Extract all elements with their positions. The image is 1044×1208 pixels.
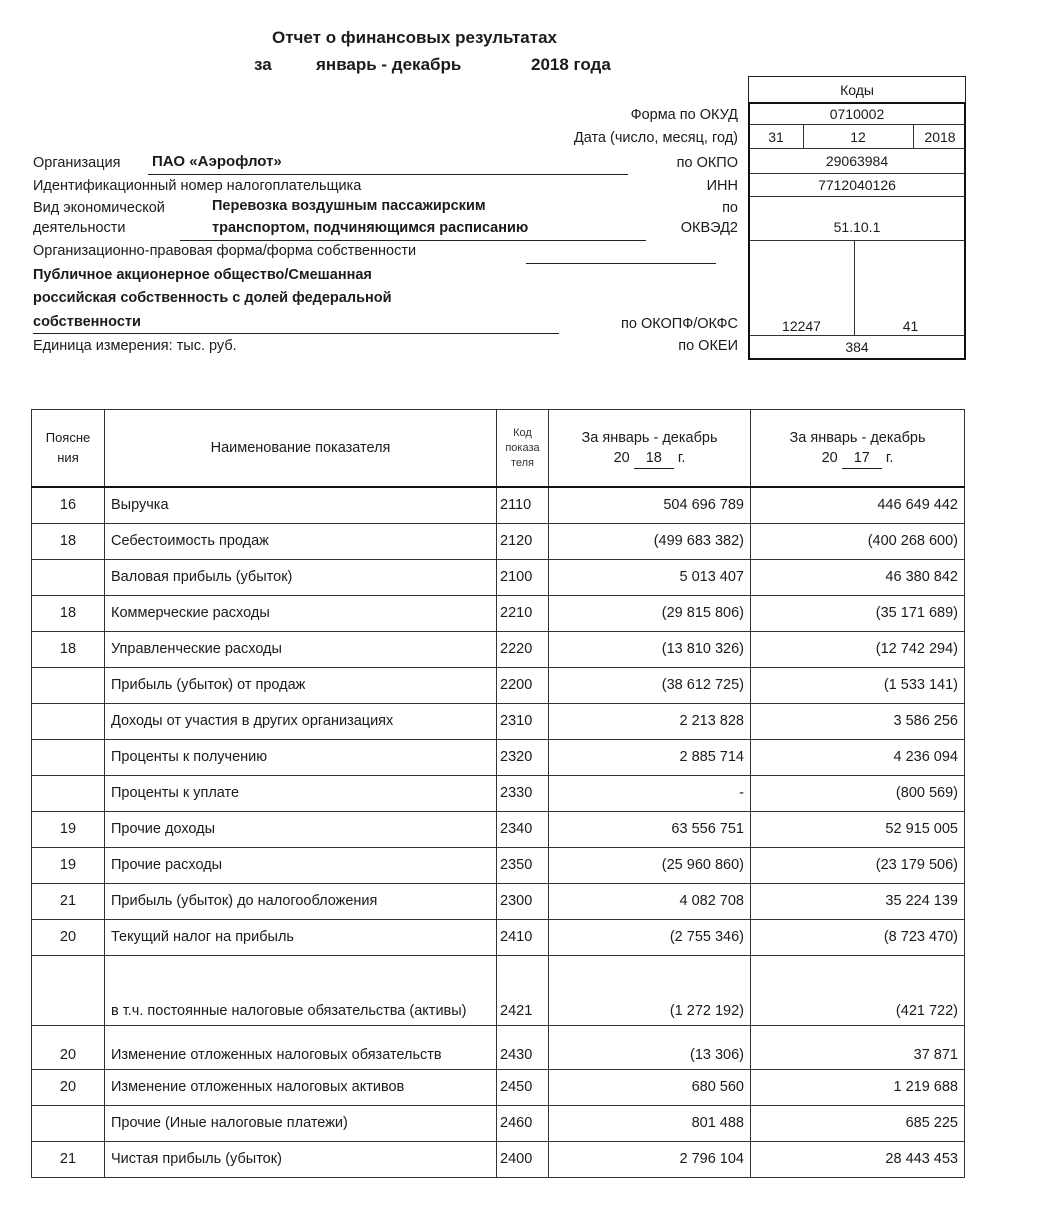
row-value-2017: (421 722) xyxy=(751,955,965,1025)
inn-label: Идентификационный номер налогоплательщика xyxy=(33,178,362,194)
row-name: Валовая прибыль (убыток) xyxy=(105,559,497,595)
row-value-2017: 46 380 842 xyxy=(751,559,965,595)
table-row xyxy=(32,847,965,883)
header-period-2018: За январь - декабрь 20 18 г. xyxy=(549,410,751,488)
codes-box xyxy=(748,76,966,360)
okei-code: 384 xyxy=(845,339,869,355)
row-code: 2450 xyxy=(497,1069,549,1105)
row-value-2017: (35 171 689) xyxy=(751,595,965,631)
row-value-2017: 35 224 139 xyxy=(751,883,965,919)
date-label: Дата (число, месяц, год) xyxy=(573,130,738,146)
row-code: 2200 xyxy=(497,667,549,703)
header-period-2017: За январь - декабрь 20 17 г. xyxy=(751,410,965,488)
table-row xyxy=(32,739,965,775)
row-name: в т.ч. постоянные налоговые обязательства (активы) xyxy=(105,955,497,1025)
date-row xyxy=(749,125,965,149)
okopf-code: 12247 xyxy=(782,318,821,334)
row-value-2017: 37 871 xyxy=(751,1025,965,1069)
table-row xyxy=(32,595,965,631)
row-note xyxy=(32,739,105,775)
row-value-2017: (400 268 600) xyxy=(751,523,965,559)
table-row xyxy=(32,919,965,955)
okved2-label: ОКВЭД2 xyxy=(680,220,738,236)
row-name: Прочие доходы xyxy=(105,811,497,847)
row-value-2017: (1 533 141) xyxy=(751,667,965,703)
row-value-2017: 28 443 453 xyxy=(751,1141,965,1177)
po-okpo-label: по ОКПО xyxy=(676,155,738,171)
table-row xyxy=(32,703,965,739)
okud-code: 0710002 xyxy=(749,104,965,125)
row-note: 18 xyxy=(32,595,105,631)
row-value-2018: 5 013 407 xyxy=(549,559,751,595)
table-row xyxy=(32,811,965,847)
row-value-2018: 4 082 708 xyxy=(549,883,751,919)
table-row xyxy=(32,1069,965,1105)
legal-form-value-3: собственности xyxy=(33,314,141,330)
row-value-2018: (25 960 860) xyxy=(549,847,751,883)
inn-short-label: ИНН xyxy=(706,178,738,194)
row-note: 16 xyxy=(32,487,105,523)
activity-value-2: транспортом, подчиняющимся расписанию xyxy=(212,220,529,236)
activity-underline xyxy=(180,240,646,241)
table-row xyxy=(32,1105,965,1141)
row-value-2018: (13 306) xyxy=(549,1025,751,1069)
row-name: Выручка xyxy=(105,487,497,523)
report-year: 2018 года xyxy=(531,55,611,74)
row-code: 2120 xyxy=(497,523,549,559)
row-value-2017: (800 569) xyxy=(751,775,965,811)
table-row xyxy=(32,883,965,919)
row-name: Прибыль (убыток) от продаж xyxy=(105,667,497,703)
row-note xyxy=(32,775,105,811)
row-value-2018: (13 810 326) xyxy=(549,631,751,667)
row-value-2017: (12 742 294) xyxy=(751,631,965,667)
row-value-2018: 2 213 828 xyxy=(549,703,751,739)
row-value-2018: (1 272 192) xyxy=(549,955,751,1025)
forma-okud-label: Форма по ОКУД xyxy=(630,107,738,123)
row-code: 2210 xyxy=(497,595,549,631)
report-period: январь - декабрь xyxy=(316,55,462,74)
row-name: Изменение отложенных налоговых обязательств xyxy=(105,1025,497,1069)
row-note: 20 xyxy=(32,1025,105,1069)
row-note xyxy=(32,703,105,739)
row-note xyxy=(32,667,105,703)
row-code: 2410 xyxy=(497,919,549,955)
table-row xyxy=(32,1025,965,1069)
row-name: Доходы от участия в других организациях xyxy=(105,703,497,739)
financial-results-table xyxy=(31,409,965,1178)
table-header-row xyxy=(32,410,965,488)
po-okopf-label: по ОКОПФ/ОКФС xyxy=(621,316,738,332)
row-value-2018: 504 696 789 xyxy=(549,487,751,523)
row-note: 20 xyxy=(32,919,105,955)
row-code: 2300 xyxy=(497,883,549,919)
row-value-2018: (38 612 725) xyxy=(549,667,751,703)
row-note: 18 xyxy=(32,523,105,559)
row-name: Прочие расходы xyxy=(105,847,497,883)
row-value-2018: 2 885 714 xyxy=(549,739,751,775)
row-name: Коммерческие расходы xyxy=(105,595,497,631)
table-row xyxy=(32,955,965,1025)
row-value-2017: 446 649 442 xyxy=(751,487,965,523)
row-name: Себестоимость продаж xyxy=(105,523,497,559)
row-note xyxy=(32,955,105,1025)
table-row xyxy=(32,1141,965,1177)
row-code: 2460 xyxy=(497,1105,549,1141)
table-row xyxy=(32,631,965,667)
row-name: Проценты к уплате xyxy=(105,775,497,811)
row-code: 2220 xyxy=(497,631,549,667)
row-value-2017: (8 723 470) xyxy=(751,919,965,955)
row-note: 19 xyxy=(32,847,105,883)
legal-form-value-underline xyxy=(33,333,559,334)
row-name: Проценты к получению xyxy=(105,739,497,775)
row-code: 2330 xyxy=(497,775,549,811)
row-name: Прочие (Иные налоговые платежи) xyxy=(105,1105,497,1141)
row-note xyxy=(32,559,105,595)
org-label: Организация xyxy=(33,155,121,171)
row-value-2018: 63 556 751 xyxy=(549,811,751,847)
row-code: 2421 xyxy=(497,955,549,1025)
activity-label-2: деятельности xyxy=(33,220,126,236)
okopf-okfs-row xyxy=(749,241,965,336)
po-label: по xyxy=(722,200,738,216)
codes-heading: Коды xyxy=(749,77,965,104)
row-value-2018: (29 815 806) xyxy=(549,595,751,631)
row-name: Текущий налог на прибыль xyxy=(105,919,497,955)
header-name: Наименование показателя xyxy=(105,410,497,488)
row-value-2018: (2 755 346) xyxy=(549,919,751,955)
row-value-2017: 1 219 688 xyxy=(751,1069,965,1105)
row-note: 20 xyxy=(32,1069,105,1105)
row-note: 21 xyxy=(32,883,105,919)
header-note: Поясне ния xyxy=(32,410,105,488)
row-value-2018: 680 560 xyxy=(549,1069,751,1105)
report-title: Отчет о финансовых результатах xyxy=(272,28,557,47)
row-code: 2310 xyxy=(497,703,549,739)
date-month: 12 xyxy=(803,125,914,149)
row-value-2017: (23 179 506) xyxy=(751,847,965,883)
row-value-2018: (499 683 382) xyxy=(549,523,751,559)
row-value-2018: 801 488 xyxy=(549,1105,751,1141)
row-name: Управленческие расходы xyxy=(105,631,497,667)
activity-label-1: Вид экономической xyxy=(33,200,165,216)
row-code: 2400 xyxy=(497,1141,549,1177)
table-row xyxy=(32,559,965,595)
okfs-code: 41 xyxy=(902,318,919,334)
table-row xyxy=(32,775,965,811)
table-row xyxy=(32,667,965,703)
date-day: 31 xyxy=(749,125,804,149)
row-name: Чистая прибыль (убыток) xyxy=(105,1141,497,1177)
okpo-code: 29063984 xyxy=(749,149,965,174)
org-value: ПАО «Аэрофлот» xyxy=(152,153,282,170)
row-code: 2100 xyxy=(497,559,549,595)
row-name: Прибыль (убыток) до налогообложения xyxy=(105,883,497,919)
row-value-2018: 2 796 104 xyxy=(549,1141,751,1177)
legal-form-value-1: Публичное акционерное общество/Смешанная xyxy=(33,267,372,283)
table-row xyxy=(32,523,965,559)
okved2-code: 51.10.1 xyxy=(749,197,965,241)
unit-label: Единица измерения: тыс. руб. xyxy=(33,338,237,354)
inn-code: 7712040126 xyxy=(749,174,965,197)
row-code: 2110 xyxy=(497,487,549,523)
org-underline xyxy=(148,174,628,175)
row-code: 2430 xyxy=(497,1025,549,1069)
row-note xyxy=(32,1105,105,1141)
row-code: 2340 xyxy=(497,811,549,847)
activity-value-1: Перевозка воздушным пассажирским xyxy=(212,198,486,214)
header-year-2018: 18 xyxy=(634,448,674,469)
legal-form-value-2: российская собственность с долей федеральной xyxy=(33,290,392,306)
row-value-2017: 52 915 005 xyxy=(751,811,965,847)
row-note: 19 xyxy=(32,811,105,847)
row-value-2017: 3 586 256 xyxy=(751,703,965,739)
header-code: Код показа теля xyxy=(497,410,549,488)
date-year: 2018 xyxy=(924,129,956,145)
table-row xyxy=(32,487,965,523)
report-title-za: за xyxy=(254,55,272,74)
header-year-2017: 17 xyxy=(842,448,882,469)
row-value-2018: - xyxy=(549,775,751,811)
legal-form-label: Организационно-правовая форма/форма собственности xyxy=(33,243,417,259)
row-code: 2320 xyxy=(497,739,549,775)
legal-form-underline xyxy=(526,263,716,264)
row-code: 2350 xyxy=(497,847,549,883)
row-note: 21 xyxy=(32,1141,105,1177)
row-value-2017: 4 236 094 xyxy=(751,739,965,775)
row-note: 18 xyxy=(32,631,105,667)
row-name: Изменение отложенных налоговых активов xyxy=(105,1069,497,1105)
row-value-2017: 685 225 xyxy=(751,1105,965,1141)
po-okei-label: по ОКЕИ xyxy=(678,338,738,354)
